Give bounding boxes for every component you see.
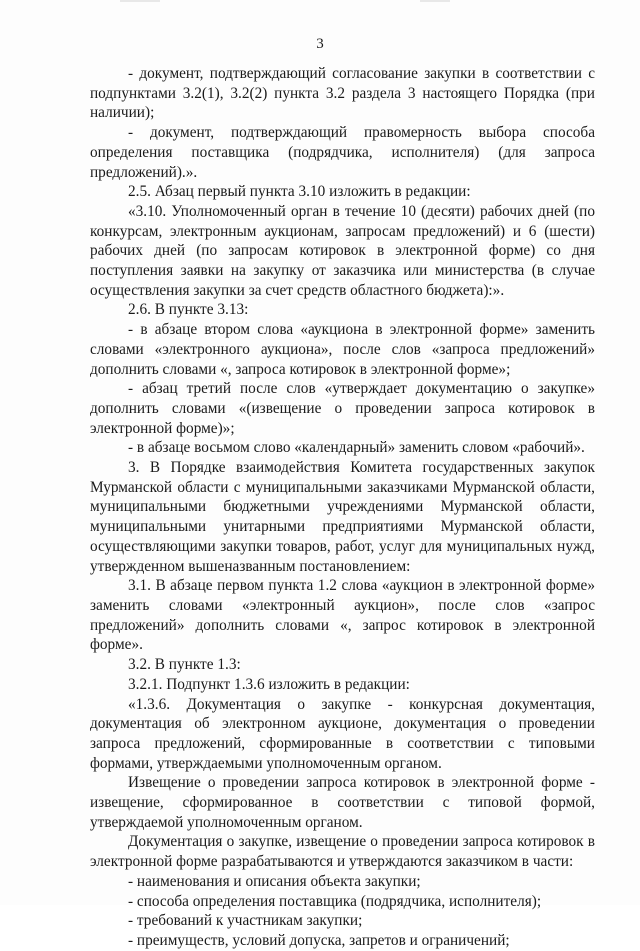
paragraph: - документ, подтверждающий правомерность выбора способа определения поставщика (подрядчика, исполнителя) (для запроса предложений).».: [90, 124, 595, 181]
paragraph: 3.2.1. Подпункт 1.3.6 изложить в редакции:: [128, 675, 410, 693]
list-item: - способа определения поставщика (подрядчика, исполнителя);: [128, 892, 542, 910]
paragraph: 2.5. Абзац первый пункта 3.10 изложить в редакции:: [128, 183, 471, 201]
list-item: - преимуществ, условий допуска, запретов и ограничений;: [128, 931, 510, 949]
scan-artifact: [420, 0, 450, 2]
list-item: - наименования и описания объекта закупки;: [128, 872, 421, 890]
paragraph: «3.10. Уполномоченный орган в течение 10 (десяти) рабочих дней (по конкурсам, электронным аукционам, запросам предложений) и 6 (шести) рабочих дней (по запросам котировок в электронной форме) со дня поступления заявки на закупку от заказчика или министерства (в случае осуществления закупки за счет средств областного бюджета):».: [90, 202, 595, 299]
scan-artifact: [120, 0, 160, 2]
paragraph: - документ, подтверждающий согласование закупки в соответствии с подпунктами 3.2(1), 3.2(2) пункта 3.2 раздела 3 настоящего Порядка (при наличии);: [90, 65, 595, 122]
paragraph: - в абзаце втором слова «аукциона в электронной форме» заменить словами «электронного аукциона», после слов «запроса предложений» дополнить словами «, запроса котировок в электронной форме»;: [90, 321, 595, 378]
paragraph: Документация о закупке, извещение о проведении запроса котировок в электронной форме разрабатываются и утверждаются заказчиком в части:: [90, 833, 595, 871]
paragraph: «1.3.6. Документация о закупке - конкурсная документация, документация об электронном аукционе, документация о проведении запроса предложений, сформированные в соответствии с типовыми формами, утверждаемыми уполномоченным органом.: [90, 695, 595, 772]
paragraph: Извещение о проведении запроса котировок в электронной форме - извещение, сформированное в соответствии с типовой формой, утверждаемой уполномоченным органом.: [90, 774, 595, 831]
paragraph: 3.1. В абзаце первом пункта 1.2 слова «аукцион в электронной форме» заменить словами «электронный аукцион», после слов «запрос предложений» дополнить словами «, запрос котировок в электронной форме».: [90, 577, 595, 654]
paragraph: 3.2. В пункте 1.3:: [128, 656, 241, 674]
paragraph: 2.6. В пункте 3.13:: [128, 301, 249, 319]
page-number: 3: [316, 36, 324, 52]
paragraph: 3. В Порядке взаимодействия Комитета государственных закупок Мурманской области с муниципальными заказчиками Мурманской области, муниципальными бюджетными учреждениями Мурманской области, муниципальными унитарными предприятиями Мурманской области, осуществляющими закупки товаров, работ, услуг для муниципальных нужд, утвержденном вышеназванным постановлением:: [90, 459, 595, 575]
paragraph: - в абзаце восьмом слово «календарный» заменить словом «рабочий».: [128, 439, 585, 457]
list-item: - требований к участникам закупки;: [128, 912, 363, 930]
document-body: [90, 64, 595, 951]
paragraph: - абзац третий после слов «утверждает документацию о закупке» дополнить словами «(извещение о проведении запроса котировок в электронной форме)»;: [90, 380, 595, 437]
